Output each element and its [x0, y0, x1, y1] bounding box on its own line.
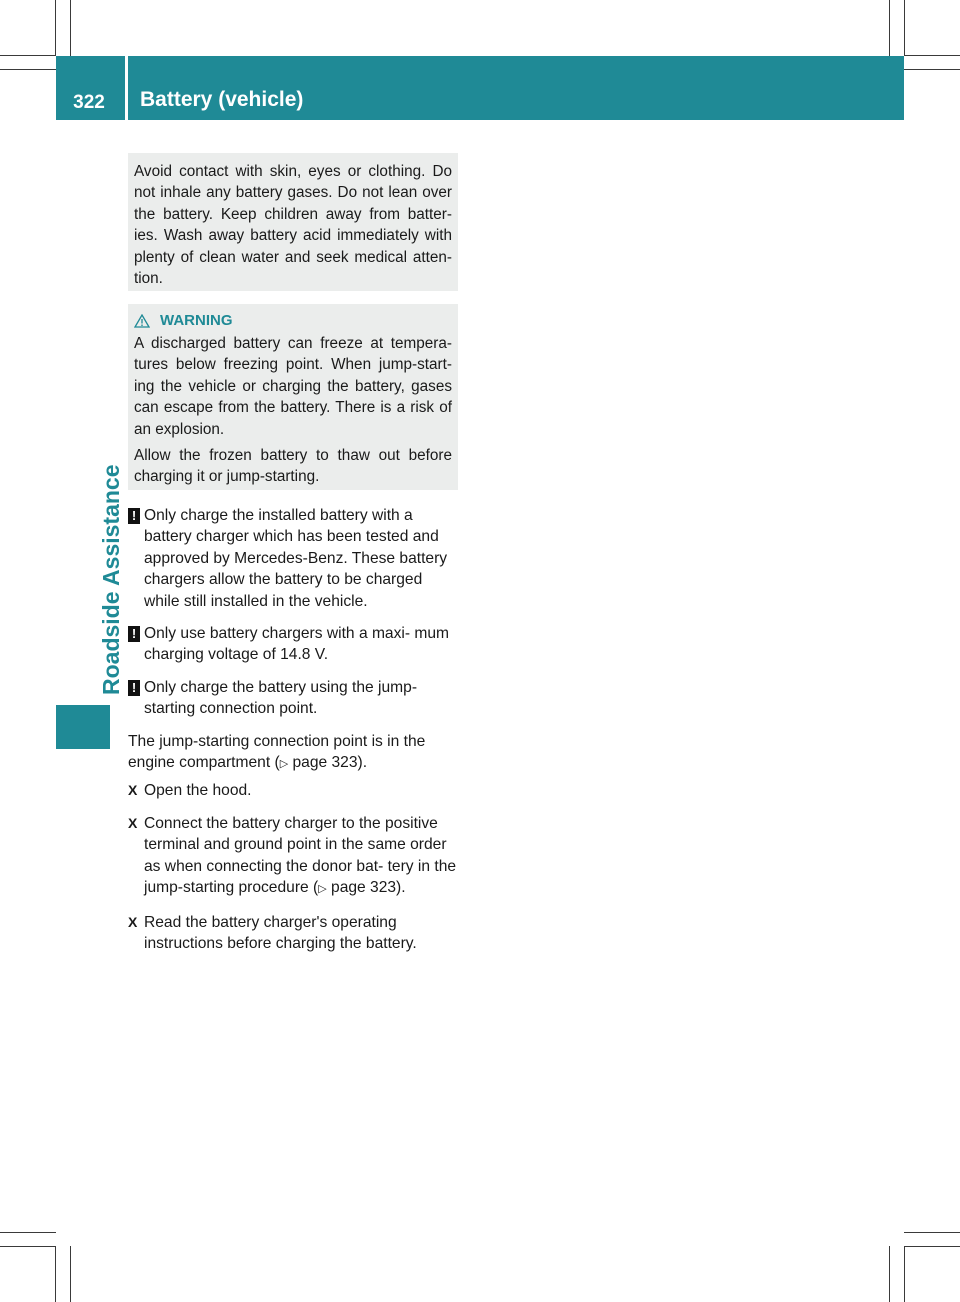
page-ref-link[interactable]: page 323). — [288, 754, 368, 772]
step-item — [128, 912, 460, 955]
step-arrow-icon: X — [128, 782, 138, 799]
crop-mark — [70, 0, 71, 56]
page-ref-icon: ▷ — [318, 883, 327, 896]
page-ref-link[interactable]: page 323). — [326, 879, 406, 897]
main-content — [128, 505, 460, 965]
page-number: 322 — [73, 92, 105, 113]
warning-paragraph: A discharged battery can freeze at tempera- tures below freezing point. When jump-start- ing the vehicle or charging the battery, gases can escape from the battery. There is a risk of an explosion. — [134, 335, 452, 438]
crop-mark — [55, 0, 56, 56]
note-text: Only charge the battery using the jump- starting connection point. — [144, 678, 418, 718]
note-text: Only charge the installed battery with a battery charger which has been tested and approved by Mercedes-Benz. These battery chargers allow the battery to be charged while still installed in the vehicle. — [144, 507, 448, 610]
warning-triangle-icon — [134, 314, 150, 328]
step-text: Connect the battery charger to the positive terminal and ground point in the same order as when connecting the donor bat- tery in the jump-starting procedure ( — [144, 814, 457, 897]
step-text: Open the hood. — [144, 782, 252, 800]
step-arrow-icon: X — [128, 913, 138, 930]
crop-mark — [904, 69, 960, 70]
warning-heading — [134, 312, 452, 329]
note-exclamation-icon: ! — [128, 626, 140, 642]
note-exclamation-icon: ! — [128, 680, 140, 696]
intro-paragraph — [128, 731, 460, 776]
intro-text: The jump-starting connection point is in the engine compartment ( — [128, 732, 426, 772]
step-arrow-icon: X — [128, 814, 138, 831]
section-title: Battery (vehicle) — [140, 88, 304, 111]
step-text: Read the battery charger's operating instructions before charging the battery. — [144, 913, 417, 952]
step-item — [128, 780, 460, 801]
crop-mark — [0, 1232, 56, 1233]
header-separator — [125, 56, 128, 120]
crop-mark — [904, 1246, 905, 1302]
warning-box — [128, 304, 458, 490]
side-tab-marker — [56, 705, 110, 749]
crop-mark — [889, 0, 890, 56]
note-item — [128, 623, 460, 666]
crop-mark — [0, 1246, 56, 1247]
crop-mark — [904, 1232, 960, 1233]
note-text: Only use battery chargers with a maxi- mum charging voltage of 14.8 V. — [144, 625, 450, 664]
crop-mark — [0, 55, 56, 56]
note-exclamation-icon: ! — [128, 508, 140, 524]
note-item — [128, 677, 460, 720]
crop-mark — [0, 69, 56, 70]
crop-mark — [70, 1246, 71, 1302]
side-tab-label: Roadside Assistance — [98, 464, 124, 695]
warning-paragraph: Allow the frozen battery to thaw out before charging it or jump-starting. — [134, 447, 452, 486]
crop-mark — [55, 1246, 56, 1302]
crop-mark — [904, 55, 960, 56]
note-item — [128, 505, 460, 612]
warning-continuation-box — [128, 153, 458, 291]
warning-continuation-text: Avoid contact with skin, eyes or clothing. Do not inhale any battery gases. Do not lean over the battery. Keep children away from batter- ies. Wash away battery acid immediately with plenty of clean water and seek medical atten- tion. — [134, 163, 452, 288]
warning-label: WARNING — [160, 312, 233, 329]
step-item — [128, 813, 460, 901]
crop-mark — [889, 1246, 890, 1302]
crop-mark — [904, 1246, 960, 1247]
crop-mark — [904, 0, 905, 56]
page-ref-icon: ▷ — [279, 758, 289, 771]
